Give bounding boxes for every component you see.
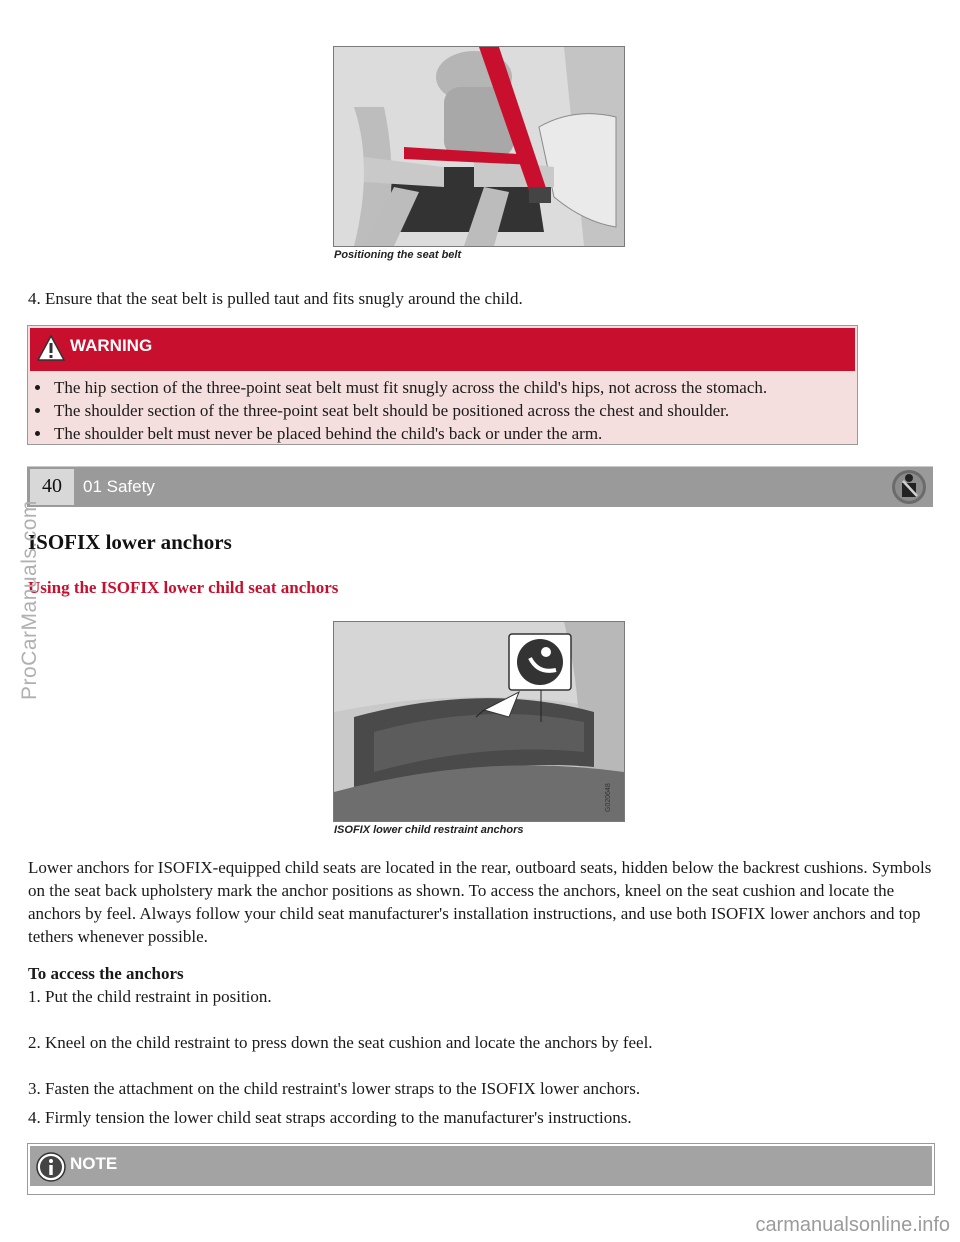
section-title: 01 Safety	[83, 477, 155, 496]
page-number: 40	[30, 469, 74, 505]
intro-paragraph: Lower anchors for ISOFIX-equipped child seats are located in the rear, outboard seats, hidden below the backrest cushions. Symbols on the seat back upholstery mark the anchor positions as shown. To access the anchors, kneel on the seat cushion and locate the anchors by feel. Always follow your child seat manufacturer's installation instructions, and use both ISOFIX lower anchors and top tethers whenever possible.	[28, 858, 932, 946]
instruction-step-4: 4. Ensure that the seat belt is pulled taut and fits snugly around the child.	[28, 289, 523, 308]
note-title: NOTE	[70, 1154, 118, 1173]
subheading-link[interactable]: Using the ISOFIX lower child seat anchors	[28, 578, 339, 597]
info-icon	[36, 1152, 66, 1182]
figure-caption: Positioning the seat belt	[334, 249, 462, 261]
isofix-illustration	[334, 622, 624, 821]
access-title: To access the anchors	[28, 964, 184, 983]
figure-code: G020648	[605, 783, 612, 812]
section-header-bar	[27, 466, 933, 507]
isofix-figure	[333, 621, 625, 822]
note-box	[27, 1143, 935, 1195]
side-watermark: ProCarManuals.com	[18, 500, 41, 700]
seat-belt-illustration	[334, 47, 624, 246]
access-step-1: 1. Put the child restraint in position.	[28, 987, 272, 1006]
warning-title: WARNING	[70, 336, 153, 355]
warning-list	[28, 376, 767, 445]
figure-caption: ISOFIX lower child restraint anchors	[334, 824, 524, 836]
note-header	[30, 1146, 932, 1186]
footer-watermark: carmanualsonline.info	[755, 1214, 950, 1236]
warning-triangle-icon	[36, 334, 66, 362]
warning-item: • The shoulder section of the three-point seat belt should be positioned across the chest and shoulder.	[52, 399, 767, 422]
warning-header	[30, 328, 855, 371]
warning-item: • The hip section of the three-point seat belt must fit snugly across the child's hips, not across the stomach.	[52, 376, 767, 399]
access-step-4: 4. Firmly tension the lower child seat straps according to the manufacturer's instructions.	[28, 1108, 632, 1127]
warning-box	[27, 325, 858, 445]
access-step-3: 3. Fasten the attachment on the child restraint's lower straps to the ISOFIX lower anchors.	[28, 1079, 641, 1098]
warning-item: • The shoulder belt must never be placed behind the child's back or under the arm.	[52, 422, 767, 445]
seat-belt-figure	[333, 46, 625, 247]
seatbelt-icon	[891, 469, 927, 505]
page-heading: ISOFIX lower anchors	[28, 530, 232, 554]
access-step-2: 2. Kneel on the child restraint to press down the seat cushion and locate the anchors by feel.	[28, 1033, 653, 1052]
